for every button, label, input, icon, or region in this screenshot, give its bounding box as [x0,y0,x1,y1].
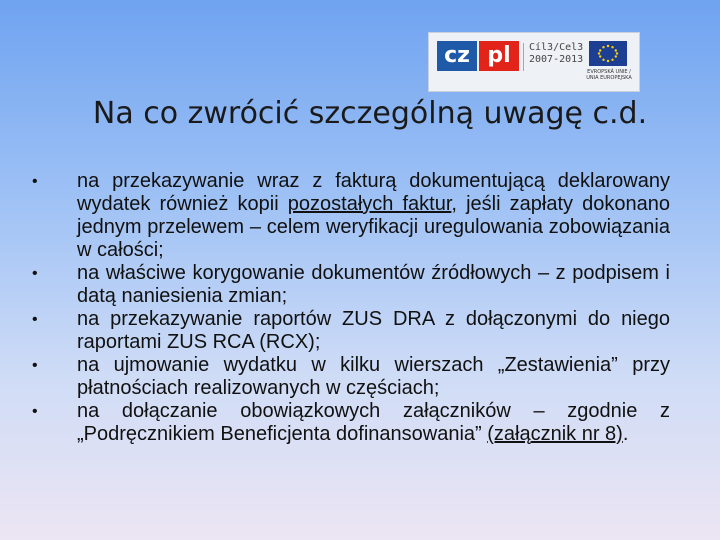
logo-program-line2: 2007-2013 [529,54,584,65]
bullet-item-5-tail: . [622,423,629,445]
bullet-item-1-tail: , jeśli zapłaty dokonano jednym przelewem – celem weryfikacji uregulowania zobowiązania w całości; [77,193,670,261]
bullet-list [0,170,720,446]
bullet-item-1 [32,170,670,262]
bullet-item-4 [32,354,670,400]
logo-cz-block: cz [437,41,477,71]
bullet-item-4-text: na ujmowanie wydatku w kilku wierszach „Zestawienia” przy płatnościach realizowanych w częściach; [77,354,670,399]
bullet-item-3 [32,308,670,354]
logo-program-line1: Cíl3/Cel3 [529,42,584,53]
logo-program-text [529,42,583,66]
program-logo [428,32,640,92]
bullet-icon: • [32,357,38,374]
bullet-icon: • [32,173,38,190]
bullet-item-2-text: na właściwe korygowanie dokumentów źródłowych – z podpisem i datą naniesienia zmian; [77,262,670,307]
logo-divider [523,43,524,71]
bullet-item-1-text: na przekazywanie wraz z fakturą dokumentującą deklarowany wydatek również kopii [77,170,670,215]
bullet-item-5 [32,400,670,446]
bullet-icon: • [32,311,38,328]
eu-caption: EVROPSKÁ UNIE / UNIA EUROPEJSKA [586,69,632,81]
eu-flag-icon [589,41,627,66]
bullet-icon: • [32,265,38,282]
bullet-icon: • [32,403,38,420]
slide-title: Na co zwrócić szczególną uwagę c.d. [92,96,648,131]
bullet-item-5-text: na dołączanie obowiązkowych załączników – zgodnie z „Podręcznikiem Beneficjenta dofinansowania” [77,400,670,445]
bullet-item-3-text: na przekazywanie raportów ZUS DRA z dołączonymi do niego raportami ZUS RCA (RCX); [77,308,670,353]
bullet-item-2 [32,262,670,308]
logo-pl-block: pl [479,41,519,71]
bullet-item-5-underlined: (załącznik nr 8) [487,423,623,445]
bullet-item-1-underlined: pozostałych faktur [287,193,452,215]
